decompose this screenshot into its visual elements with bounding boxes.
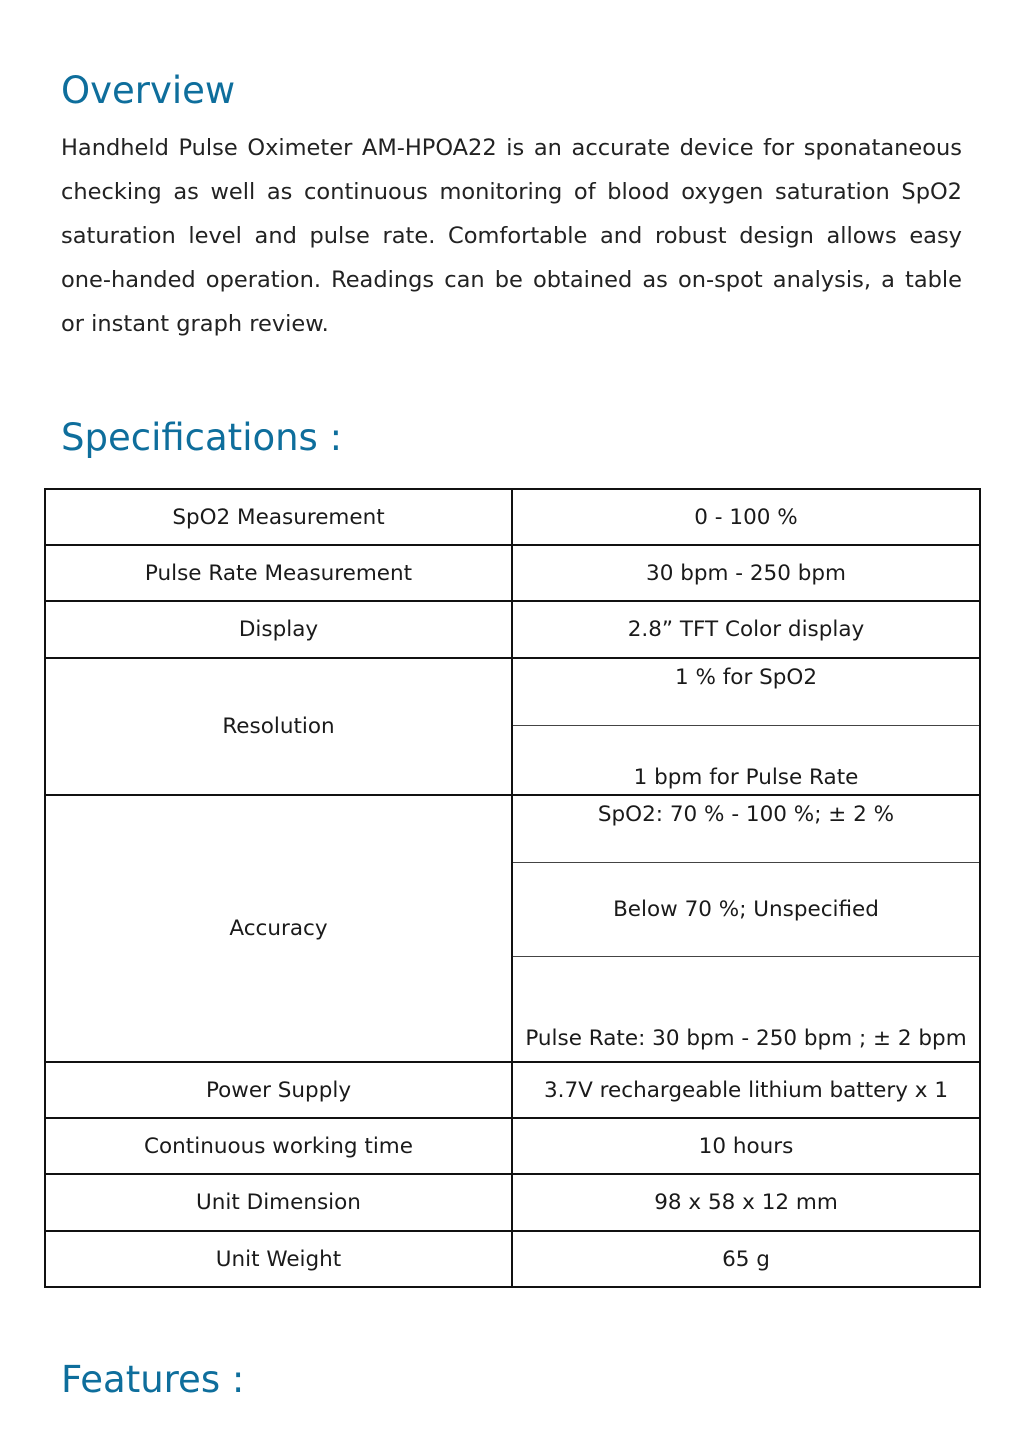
spec-value: 65 g	[512, 1231, 980, 1287]
overview-paragraph: Handheld Pulse Oximeter AM-HPOA22 is an accurate device for sponataneous checking as well as continuous monitoring of blood oxygen saturation SpO2 saturation level and pulse rate. Comfortable and robust design allows easy one-handed operation. Readings can be obtained as on-spot analysis, a table or instant graph review.	[61, 135, 962, 337]
spec-label: Pulse Rate Measurement	[45, 545, 512, 601]
spec-value: 3.7V rechargeable lithium battery x 1	[512, 1062, 980, 1118]
features-heading: Features :	[61, 1358, 245, 1401]
table-row	[45, 601, 980, 658]
specifications-table	[44, 488, 981, 1288]
overview-heading: Overview	[61, 69, 236, 112]
spec-value: 98 x 58 x 12 mm	[512, 1174, 980, 1231]
spec-label: SpO2 Measurement	[45, 489, 512, 545]
spec-label: Unit Dimension	[45, 1174, 512, 1231]
specifications-heading: Specifications :	[61, 416, 343, 459]
spec-label: Accuracy	[45, 795, 512, 1062]
table-row	[45, 1062, 980, 1118]
table-row	[45, 658, 980, 725]
spec-label: Display	[45, 601, 512, 658]
table-row	[45, 795, 980, 862]
table-row	[45, 489, 980, 545]
spec-label: Power Supply	[45, 1062, 512, 1118]
spec-value: SpO2: 70 % - 100 %; ± 2 %	[512, 795, 980, 862]
spec-value: 10 hours	[512, 1118, 980, 1174]
table-row	[45, 1174, 980, 1231]
table-row	[45, 1231, 980, 1287]
spec-value: Below 70 %; Unspecified	[512, 862, 980, 956]
spec-label: Unit Weight	[45, 1231, 512, 1287]
spec-value: 2.8” TFT Color display	[512, 601, 980, 658]
spec-label: Resolution	[45, 658, 512, 795]
spec-value: 30 bpm - 250 bpm	[512, 545, 980, 601]
spec-label: Continuous working time	[45, 1118, 512, 1174]
table-row	[45, 1118, 980, 1174]
spec-value: Pulse Rate: 30 bpm - 250 bpm ; ± 2 bpm	[512, 956, 980, 1062]
table-row	[45, 545, 980, 601]
spec-value: 1 % for SpO2	[512, 658, 980, 725]
spec-value: 0 - 100 %	[512, 489, 980, 545]
spec-value: 1 bpm for Pulse Rate	[512, 725, 980, 795]
